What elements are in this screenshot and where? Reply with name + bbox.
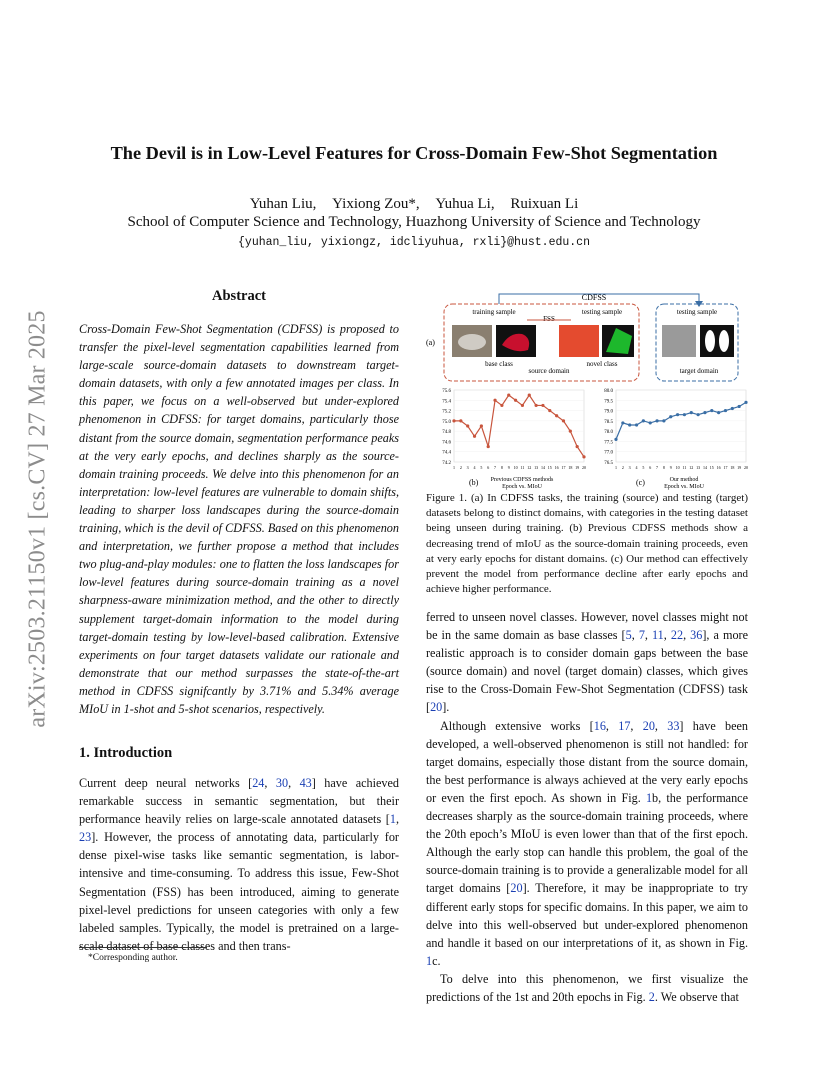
data-point [669, 415, 672, 418]
x-tick-label: 1 [453, 465, 455, 470]
training-sample-label: training sample [472, 308, 516, 316]
citation-link[interactable]: 16 [593, 718, 606, 733]
x-tick-label: 1 [615, 465, 617, 470]
x-tick-label: 16 [716, 465, 721, 470]
citation-link[interactable]: 20 [510, 881, 523, 896]
x-tick-label: 17 [723, 465, 728, 470]
data-point [493, 399, 496, 402]
author-emails: {yuhan_liu, yixiongz, idcliyuhua, rxli}@hust.edu.cn [238, 236, 590, 249]
data-point [744, 401, 747, 404]
data-point [555, 414, 558, 417]
text-run: c. [432, 953, 441, 968]
citation-link[interactable]: 20 [430, 700, 443, 715]
text-run: ], a more realistic approach is to consider domain gaps between the base (source domain) and novel (target domain) classes, which gives rise to the Cross-Domain Few-Shot Segmentation (CDFSS) task [ [426, 628, 749, 715]
source-domain-label: source domain [528, 367, 570, 375]
chart-c-caption-2: Epoch vs. MIoU [664, 484, 704, 490]
y-tick-label: 75.6 [442, 389, 451, 394]
x-tick-label: 13 [696, 465, 701, 470]
x-tick-label: 18 [730, 465, 735, 470]
chart-c [604, 389, 748, 470]
citation-link[interactable]: 20 [642, 718, 655, 733]
x-tick-label: 11 [682, 465, 687, 470]
data-point [710, 409, 713, 412]
testing-image [559, 325, 599, 357]
data-point [528, 394, 531, 397]
text-run: ]. Therefore, it may be inappropriate to try different early stops for specific domains. In this paper, we aim to delve into this well-observed but under-explored phenomenon and handle it based on our interpretations of it, as shown in Fig. [426, 881, 748, 950]
novel-class-label: novel class [586, 360, 618, 368]
data-point [731, 407, 734, 410]
data-point [690, 411, 693, 414]
arxiv-sidebar [20, 284, 56, 754]
panel-c-label: (c) [636, 478, 645, 487]
fss-label: FSS [543, 315, 555, 323]
figure-caption: Figure 1. (a) In CDFSS tasks, the training (source) and testing (target) datasets belong to distinct domains, with categories in the testing dataset being unseen during training. (b) Previous CDFSS methods show a decreasing trend of mIoU as the source-domain training proceeds, even at very early epochs for distant domains. (c) Our method can effectively prevent the model from performance decline after early epochs and achieve higher performance. [426, 492, 748, 596]
y-tick-label: 80.0 [604, 389, 613, 394]
x-tick-label: 2 [621, 465, 624, 470]
x-tick-label: 16 [554, 465, 559, 470]
figure-link[interactable]: 2 [648, 989, 655, 1004]
x-tick-label: 8 [662, 465, 665, 470]
x-tick-label: 6 [487, 465, 490, 470]
citation-link[interactable]: 36 [690, 628, 703, 643]
text-run: ] have achieved remarkable success in semantic segmentation, but their performance heavily relies on large-scale annotated datasets [ [79, 776, 400, 827]
x-tick-label: 9 [669, 465, 672, 470]
y-tick-label: 74.6 [442, 440, 451, 446]
x-tick-label: 15 [709, 465, 714, 470]
citation-link[interactable]: 11 [652, 628, 664, 643]
citation-link[interactable]: 7 [638, 628, 645, 643]
figure-1-svg [424, 290, 754, 490]
arxiv-id: arXiv:2503.21150v1 [cs.CV] 27 Mar 2025 [24, 310, 51, 728]
target-domain-label: target domain [679, 367, 719, 375]
x-tick-label: 14 [540, 465, 545, 470]
data-point [649, 421, 652, 424]
text-run: ]. [442, 700, 450, 715]
affiliation: School of Computer Science and Technology, Huazhong University of Science and Technology [127, 214, 701, 230]
x-tick-label: 12 [527, 465, 532, 470]
footnote: *Corresponding author. [88, 953, 178, 963]
lung-left-shape [705, 330, 715, 352]
data-point [500, 404, 503, 407]
x-tick-label: 14 [702, 465, 707, 470]
text-run: ferred to unseen novel classes. However, novel classes might not be in the same domain as base classes [ [426, 610, 748, 643]
chart-c-caption-1: Our method [669, 477, 699, 483]
animal-shape [458, 334, 486, 350]
cdfss-label: CDFSS [581, 293, 607, 302]
data-point [569, 430, 572, 433]
data-point [614, 438, 617, 441]
data-point [452, 419, 455, 422]
text-run: ] have been developed, a well-observed phenomenon is still not handled: for target domains, especially those distant from the source domain, the best performance is always achieved at the very early epochs or even the first epoch. As shown in Fig. [426, 718, 749, 805]
text-run: b, the performance decreases sharply as the source-domain training proceeds, where the 20th epoch’s MIoU is even lower than that of the first epoch. Although the early stop can handle this problem, the goal of the source-domain training is to provide a generalizable model for all target domains [ [426, 790, 748, 896]
data-point [548, 409, 551, 412]
x-tick-label: 19 [575, 465, 580, 470]
x-tick-label: 20 [582, 465, 586, 470]
intro-paragraph: Current deep neural networks [24, 30, 43] have achieved remarkable success in semantic segmentation, but their performance heavily relies on large-scale annotated datasets [1, 23]. However, the process of annotating data, particularly for dense pixel-wise tasks like semantic segmentation, is labor-intensive and time-consuming. To address this issue, Few-Shot Segmentation (FSS) has been introduced, aiming to generate pixel-level predictions for unseen categories with only a few labeled samples. Typically, the model is pretrained on a large-scale dataset of base classes and then trans- [79, 776, 400, 953]
y-tick-label: 77.5 [604, 440, 613, 446]
data-point [535, 404, 538, 407]
figure-link[interactable]: 1 [645, 790, 653, 805]
y-tick-label: 78.0 [604, 430, 613, 436]
paragraph: Although extensive works [16, 17, 20, 33] have been developed, a well-observed phenomenon is still not handled: for target domains, especially those distant from the source domain, the best performance is always achieved at the very early epochs or even the first epoch. As shown in Fig. 1b, the performance decreases sharply as the source-domain training proceeds, where the 20th epoch’s MIoU is even lower than that of the first epoch. Although the early stop can handle this problem, the goal of the source-domain training is to provide a generalizable model for all target domains [20]. Therefore, it may be inappropriate to try different early stops for specific domains. In this paper, we aim to delve into this well-observed but under-explored phenomenon and handle it based on our interpretations of it, as shown in Fig. 1c. [426, 718, 749, 968]
x-tick-label: 3 [628, 465, 631, 470]
data-point [717, 411, 720, 414]
x-tick-label: 4 [635, 465, 638, 470]
data-point [635, 423, 638, 426]
citation-link[interactable]: 1 [389, 812, 396, 827]
y-tick-label: 78.5 [604, 419, 613, 425]
x-tick-label: 9 [507, 465, 510, 470]
x-tick-label: 7 [494, 465, 497, 470]
y-tick-label: 74.2 [442, 461, 451, 466]
data-point [473, 435, 476, 438]
xray-image [662, 325, 696, 357]
citation-link[interactable]: 22 [670, 628, 684, 643]
testing-sample-target-label: testing sample [676, 308, 718, 316]
chart-b [442, 389, 586, 470]
data-point [562, 419, 565, 422]
x-tick-label: 2 [459, 465, 462, 470]
author-name: Yixiong Zou*, [332, 196, 420, 212]
paragraph: ferred to unseen novel classes. However, novel classes might not be in the same domain as base classes [5, 7, 11, 22, 36], a more realistic approach is to consider domain gaps between the base (source domain) and novel (target domain) classes, which gives rise to the Cross-Domain Few-Shot Segmentation (CDFSS) task [20]. [426, 610, 749, 715]
x-tick-label: 5 [642, 465, 645, 470]
text-run: Although extensive works [ [440, 718, 594, 733]
citation-link[interactable]: 30 [275, 776, 289, 790]
data-point [703, 411, 706, 414]
x-tick-label: 17 [561, 465, 566, 470]
y-tick-label: 75.4 [442, 399, 451, 405]
text-run: ]. However, the process of annotating data, particularly for dense pixel-wise tasks like semantic segmentation, is labor-intensive and time-consuming. To address this issue, Few-Shot Segmentation (FSS) has been introduced, aiming to generate pixel-level predictions for unseen categories with only a few labeled samples. Typically, the model is pretrained on a large-scale dataset of base classes and then trans- [79, 830, 399, 953]
data-point [459, 419, 462, 422]
abstract-heading: Abstract [212, 288, 266, 304]
y-tick-label: 75.0 [442, 419, 451, 425]
y-tick-label: 79.5 [604, 399, 613, 405]
x-tick-label: 3 [466, 465, 469, 470]
author-name: Yuhan Liu, [249, 196, 317, 212]
text-run: Current deep neural networks [ [79, 776, 253, 790]
data-point [683, 413, 686, 416]
x-tick-label: 18 [568, 465, 573, 470]
x-tick-label: 20 [744, 465, 748, 470]
series-line [454, 395, 584, 457]
data-point [676, 413, 679, 416]
data-point [576, 445, 579, 448]
x-tick-label: 8 [500, 465, 503, 470]
paper-title: The Devil is in Low-Level Features for Cross-Domain Few-Shot Segmentation [110, 143, 718, 163]
citation-link[interactable]: 17 [618, 718, 631, 733]
data-point [642, 419, 645, 422]
y-tick-label: 77.0 [604, 450, 613, 456]
y-tick-label: 74.8 [442, 430, 451, 436]
data-point [738, 405, 741, 408]
abstract-text: Cross-Domain Few-Shot Segmentation (CDFSS) is proposed to transfer the pixel-level segmentation capabilities learned from large-scale source-domain datasets to downstream target-domain datasets, with only a few annotated images per class. In this paper, we focus on a well-observed but under-explored phenomenon in CDFSS: for target domains, particularly those distant from the source domain, segmentation performance peaks at the very early epochs, and declines sharply as the source-domain training proceeds. We delve into this phenomenon for an interpretation: low-level features are vulnerable to domain shifts, leading to sharper loss landscapes during the source-domain training, which is the devil of CDFSS. Based on this phenomenon and interpretation, we further propose a method that includes two plug-and-play modules: one to flatten the loss landscapes for low-level features during source-domain training as a novel sharpness-aware minimization method, and the other to directly supplement target-domain information to the model during target-domain testing by low-level-based calibration. Extensive experiments on four target datasets validate our rationale and demonstrate that our method surpasses the state-of-the-art method in CDFSS signifcantly by 3.71% and 5.34% average MIoU in 1-shot and 5-shot scenarios, respectively. [79, 322, 399, 716]
testing-sample-label: testing sample [581, 308, 623, 316]
x-tick-label: 5 [480, 465, 483, 470]
x-tick-label: 13 [534, 465, 539, 470]
y-tick-label: 79.0 [604, 409, 613, 415]
text-run: . We observe that [654, 989, 739, 1004]
figure-link[interactable]: 1 [426, 953, 433, 968]
citation-link[interactable]: 33 [667, 718, 680, 733]
figure-1 [424, 290, 754, 490]
data-point [541, 404, 544, 407]
text-run: To delve into this phenomenon, we first visualize the predictions of the 1st and 20th epochs in Fig. [426, 971, 748, 1004]
footnote-rule [79, 947, 207, 948]
data-point [724, 409, 727, 412]
y-tick-label: 75.2 [442, 409, 451, 415]
x-tick-label: 19 [737, 465, 742, 470]
x-tick-label: 4 [473, 465, 476, 470]
author-name: Ruixuan Li [510, 196, 579, 212]
data-point [662, 419, 665, 422]
x-tick-label: 11 [520, 465, 525, 470]
x-tick-label: 15 [547, 465, 552, 470]
citation-link[interactable]: 5 [625, 628, 632, 643]
author-list [0, 196, 828, 213]
chart-b-caption-1: Previous CDFSS methods [490, 477, 554, 483]
data-point [521, 404, 524, 407]
base-class-label: base class [485, 360, 513, 368]
data-point [582, 455, 585, 458]
panel-b-label: (b) [469, 478, 479, 487]
x-tick-label: 6 [649, 465, 652, 470]
data-point [507, 394, 510, 397]
paragraph [426, 970, 748, 1006]
citation-link[interactable]: 24 [252, 776, 265, 790]
lung-right-shape [719, 330, 729, 352]
author-name: Yuhua Li, [435, 196, 495, 212]
intro-heading: 1. Introduction [79, 745, 173, 761]
x-tick-label: 12 [689, 465, 694, 470]
data-point [466, 424, 469, 427]
data-point [628, 423, 631, 426]
data-point [487, 445, 490, 448]
data-point [621, 421, 624, 424]
data-point [697, 413, 700, 416]
y-tick-label: 74.4 [442, 450, 451, 456]
plot-area [454, 390, 584, 462]
chart-b-caption-2: Epoch vs. MIoU [502, 484, 542, 490]
data-point [514, 399, 517, 402]
right-column-text [426, 608, 748, 1006]
citation-link[interactable]: 43 [299, 776, 312, 790]
data-point [655, 419, 658, 422]
x-tick-label: 7 [656, 465, 659, 470]
x-tick-label: 10 [675, 465, 680, 470]
x-tick-label: 10 [513, 465, 518, 470]
citation-link[interactable]: 23 [79, 830, 92, 845]
panel-a-label: (a) [426, 338, 435, 347]
y-tick-label: 76.5 [604, 461, 613, 466]
data-point [480, 424, 483, 427]
